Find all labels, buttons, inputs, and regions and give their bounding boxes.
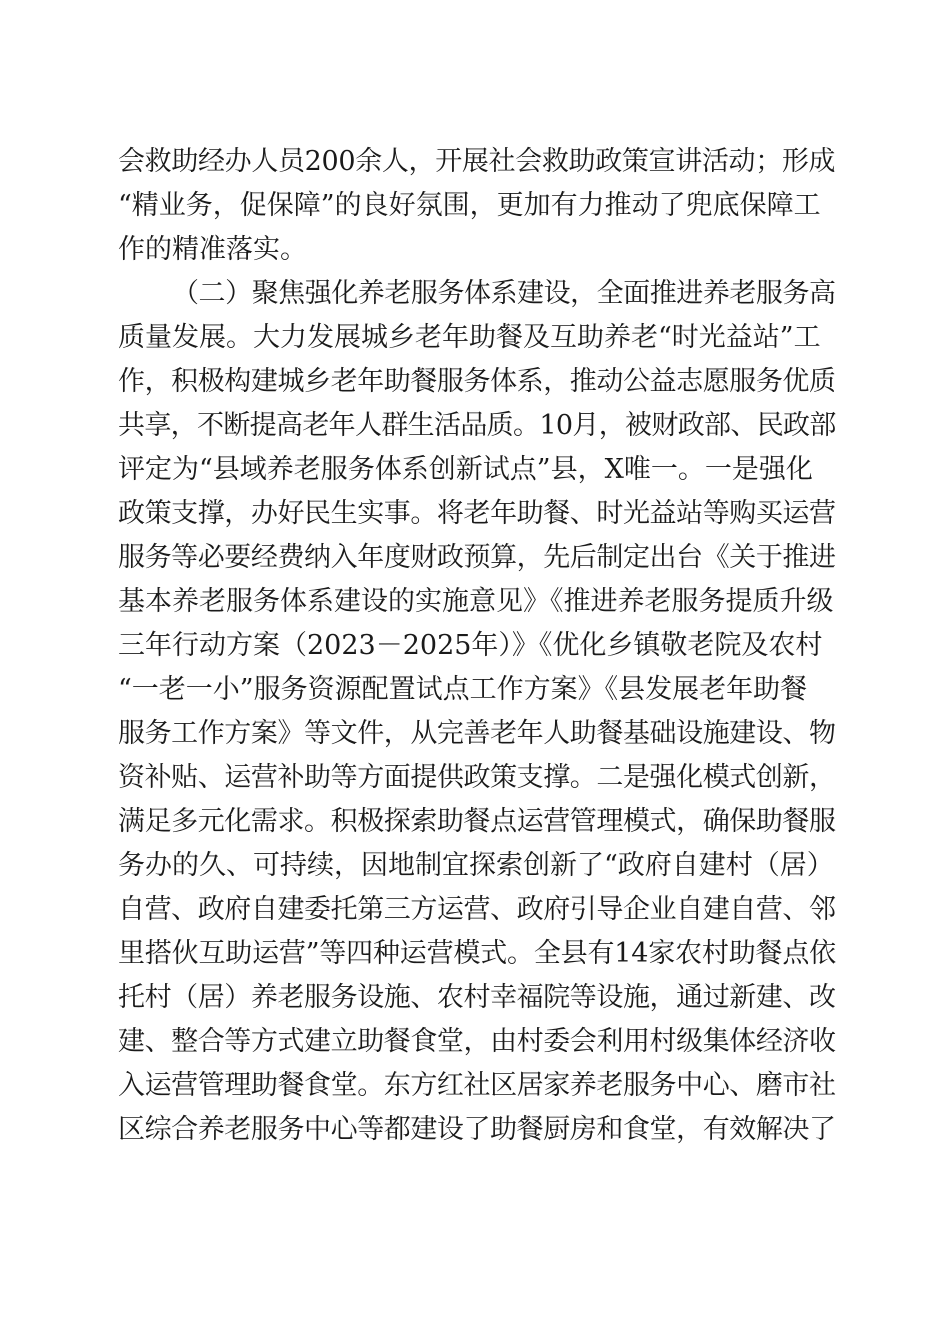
text-line: 里搭伙互助运营”等四种运营模式。全县有14家农村助餐点依 xyxy=(118,938,836,969)
text-line: 区综合养老服务中心等都建设了助餐厨房和食堂，有效解决了 xyxy=(118,1114,836,1145)
text-line: 服务等必要经费纳入年度财政预算，先后制定出台《关于推进 xyxy=(118,542,836,573)
text-line: 基本养老服务体系建设的实施意见》《推进养老服务提质升级 xyxy=(118,586,834,617)
text-line: 评定为“县域养老服务体系创新试点”县，X唯一。一是强化 xyxy=(118,454,813,485)
text-line: 入运营管理助餐食堂。东方红社区居家养老服务中心、磨市社 xyxy=(118,1070,836,1101)
text-line: 自营、政府自建委托第三方运营、政府引导企业自建自营、邻 xyxy=(118,894,836,925)
paragraph-heading-line: （二）聚焦强化养老服务体系建设，全面推进养老服务高 xyxy=(172,278,836,309)
text-line: 务办的久、可持续，因地制宜探索创新了“政府自建村（居） xyxy=(118,850,834,881)
text-line: 作的精准落实。 xyxy=(118,234,307,265)
text-line: 作，积极构建城乡老年助餐服务体系，推动公益志愿服务优质 xyxy=(118,366,836,397)
text-line: 三年行动方案（2023－2025年）》《优化乡镇敬老院及农村 xyxy=(118,630,823,661)
text-line: 托村（居）养老服务设施、农村幸福院等设施，通过新建、改 xyxy=(118,982,836,1013)
text-line: 共享，不断提高老年人群生活品质。10月，被财政部、民政部 xyxy=(118,410,836,441)
text-line: 会救助经办人员200余人，开展社会救助政策宣讲活动；形成 xyxy=(118,146,836,177)
text-line: 资补贴、运营补助等方面提供政策支撑。二是强化模式创新， xyxy=(118,762,836,793)
text-line: 建、整合等方式建立助餐食堂，由村委会利用村级集体经济收 xyxy=(118,1026,836,1057)
text-line: 满足多元化需求。积极探索助餐点运营管理模式，确保助餐服 xyxy=(118,806,836,837)
text-line: 服务工作方案》等文件，从完善老年人助餐基础设施建设、物 xyxy=(118,718,836,749)
text-line: 质量发展。大力发展城乡老年助餐及互助养老“时光益站”工 xyxy=(118,322,821,353)
text-line: “一老一小”服务资源配置试点工作方案》《县发展老年助餐 xyxy=(118,674,808,705)
text-line: 政策支撑，办好民生实事。将老年助餐、时光益站等购买运营 xyxy=(118,498,836,529)
text-line: “精业务，促保障”的良好氛围，更加有力推动了兜底保障工 xyxy=(118,190,821,221)
